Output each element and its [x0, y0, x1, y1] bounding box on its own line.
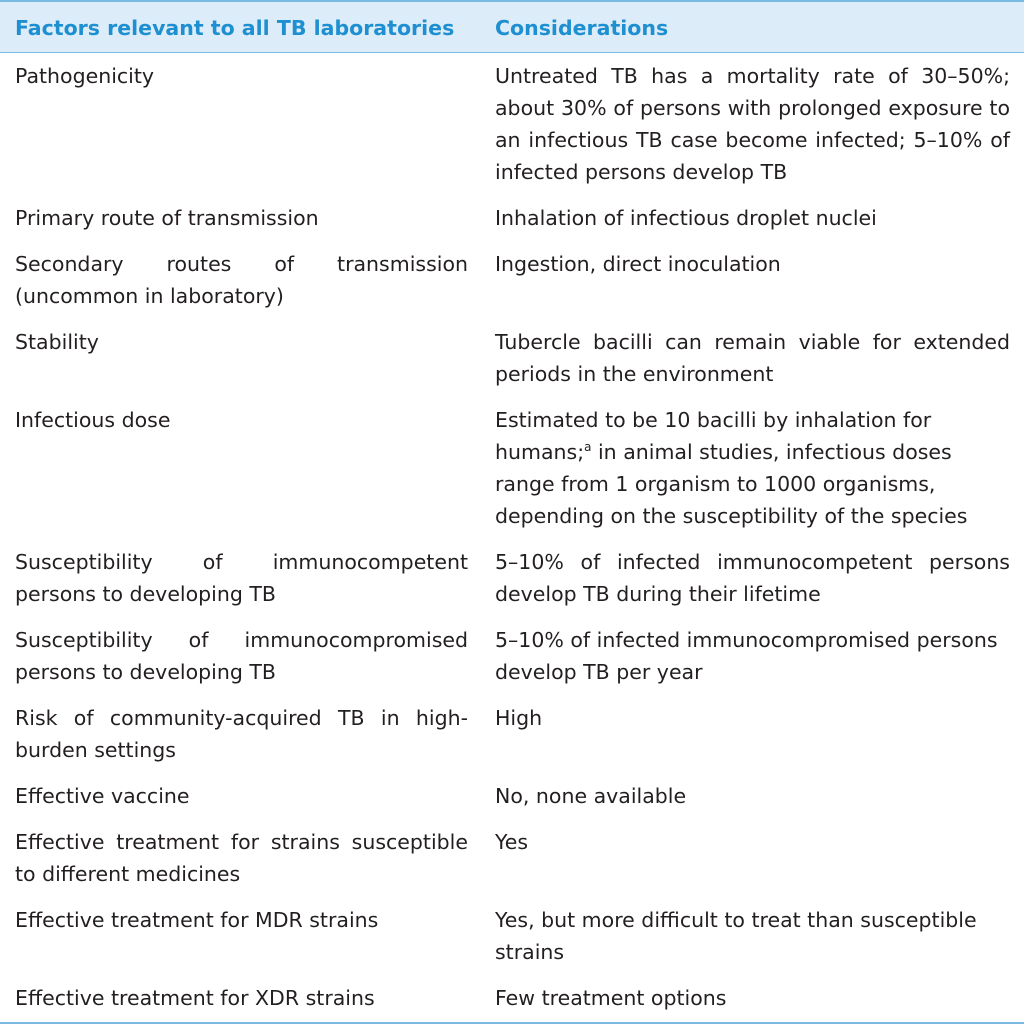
consideration-cell: 5–10% of infected immunocompromised persons develop TB per year	[495, 628, 998, 684]
consideration-cell: 5–10% of infected immunocompetent persons develop TB during their lifetime	[495, 550, 1010, 606]
consideration-text-post: in animal studies, infectious doses range from 1 organism to 1000 organisms, depending on the susceptibility of the species	[495, 440, 968, 528]
consideration-cell: Untreated TB has a mortality rate of 30–50%; about 30% of persons with prolonged exposure to an infectious TB case become infected; 5–10% of infected persons develop TB	[495, 64, 1010, 184]
factor-cell: Susceptibility of immunocompromised persons to developing TB	[15, 628, 468, 684]
factor-cell: Effective treatment for strains susceptible to different medicines	[15, 830, 468, 886]
table-row	[0, 900, 1024, 978]
factor-cell: Pathogenicity	[15, 64, 155, 88]
factor-cell: Infectious dose	[15, 408, 171, 432]
consideration-text-pre: Estimated to be 10 bacilli by inhalation for humans;	[495, 408, 932, 464]
factor-cell: Primary route of transmission	[15, 206, 319, 230]
factor-cell: Effective treatment for XDR strains	[0, 978, 480, 1023]
table-row	[0, 198, 1024, 244]
consideration-cell	[480, 400, 1024, 542]
header-considerations: Considerations	[480, 1, 1024, 53]
table-row	[0, 978, 1024, 1023]
factor-cell: Susceptibility of immunocompetent persons to developing TB	[15, 550, 468, 606]
consideration-cell: Yes, but more difficult to treat than susceptible strains	[495, 908, 977, 964]
table-row	[0, 698, 1024, 776]
table-row	[0, 620, 1024, 698]
consideration-cell: Tubercle bacilli can remain viable for extended periods in the environment	[495, 330, 1010, 386]
consideration-cell: Yes	[495, 830, 529, 854]
header-row	[0, 1, 1024, 53]
consideration-cell: No, none available	[495, 784, 687, 808]
factor-cell: Effective treatment for MDR strains	[15, 908, 379, 932]
footnote-marker: a	[584, 440, 592, 455]
table-row	[0, 322, 1024, 400]
consideration-cell: Few treatment options	[480, 978, 1024, 1023]
header-factors: Factors relevant to all TB laboratories	[0, 1, 480, 53]
table-body	[0, 53, 1024, 1024]
table-row	[0, 53, 1024, 199]
table-row	[0, 542, 1024, 620]
factor-cell: Secondary routes of transmission (uncommon in laboratory)	[15, 252, 468, 308]
consideration-cell: Inhalation of infectious droplet nuclei	[495, 206, 877, 230]
factor-cell: Stability	[15, 330, 99, 354]
table-row	[0, 400, 1024, 542]
consideration-cell: High	[495, 706, 543, 730]
table-header	[0, 1, 1024, 53]
factor-cell: Risk of community-acquired TB in high-burden settings	[15, 706, 468, 762]
table-row	[0, 822, 1024, 900]
table-row	[0, 244, 1024, 322]
factor-cell: Effective vaccine	[15, 784, 190, 808]
consideration-cell: Ingestion, direct inoculation	[495, 252, 781, 276]
table-row	[0, 776, 1024, 822]
